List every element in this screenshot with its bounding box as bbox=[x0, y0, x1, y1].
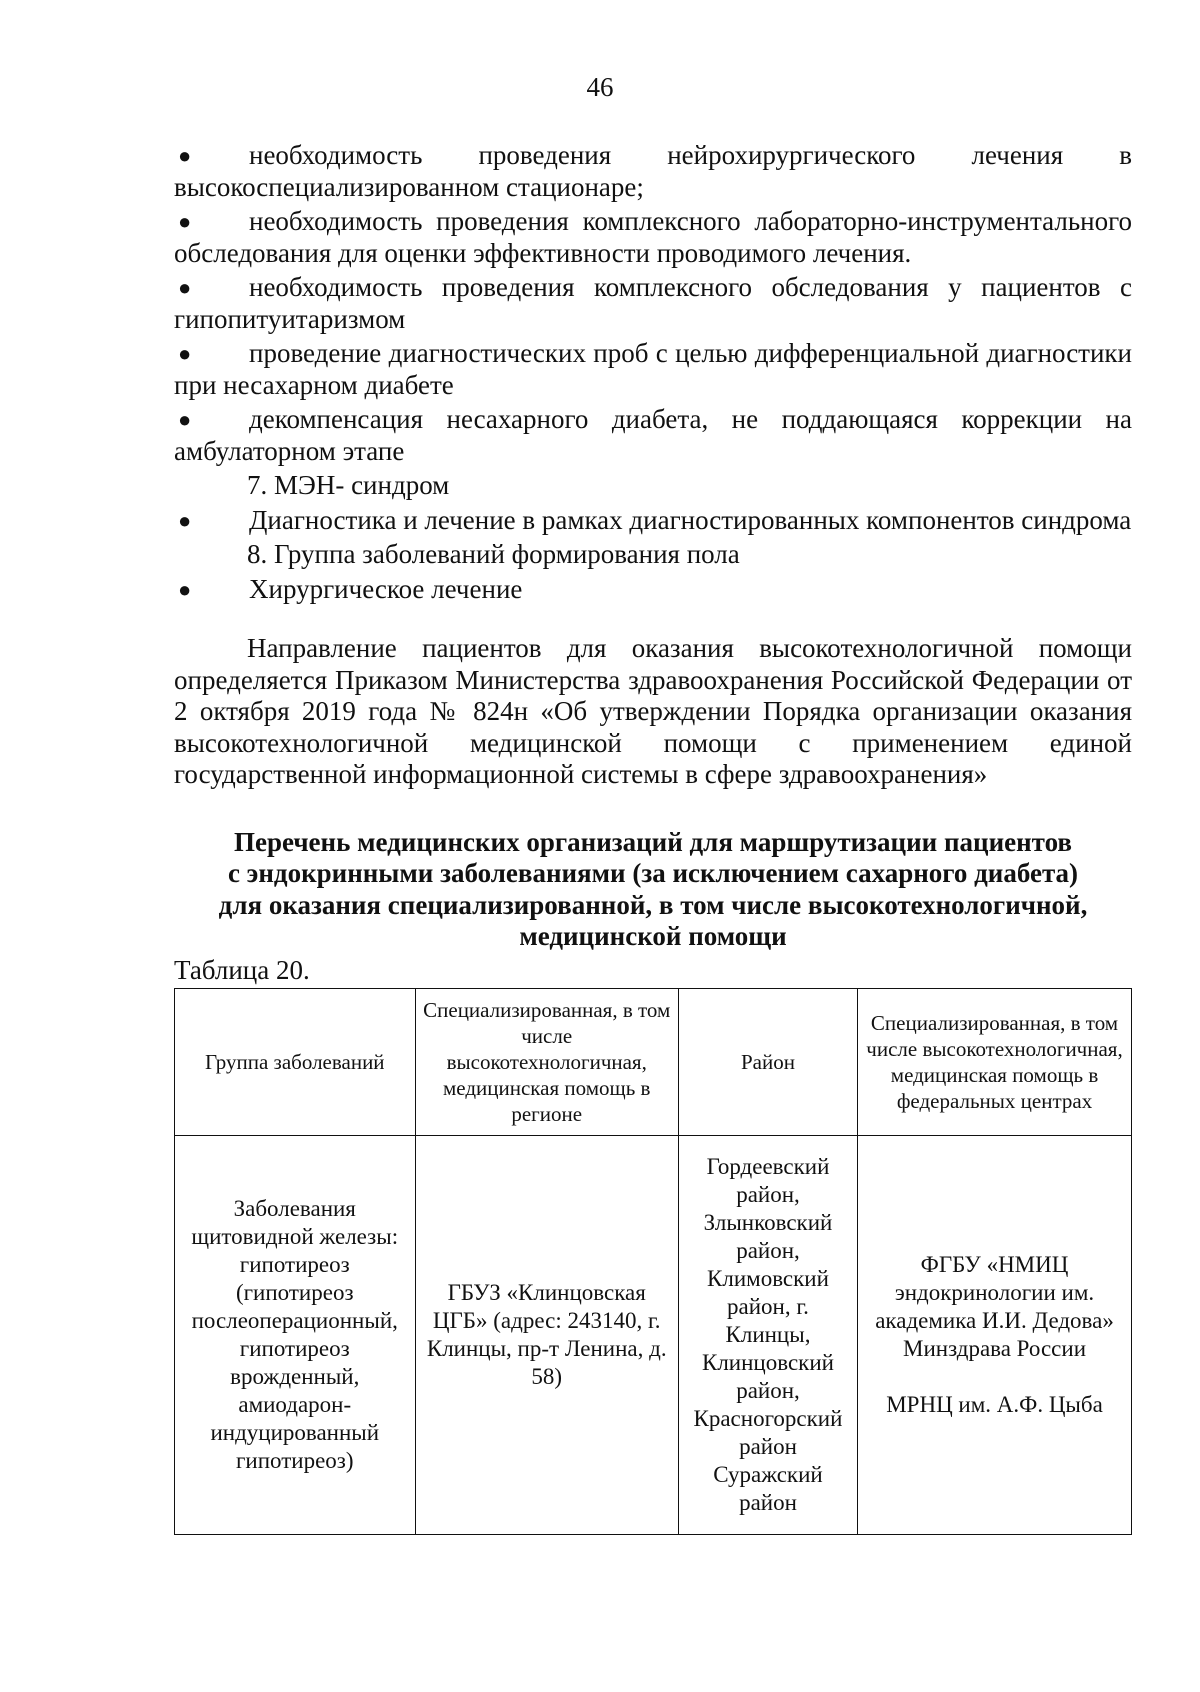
section-8-title: 8. Группа заболеваний формирования пола bbox=[247, 539, 740, 569]
list-item: ● необходимость проведения комплексного лабораторно-инструментального обследования для оценки эффективности проводимого лечения. bbox=[174, 206, 1132, 268]
list-item: ● проведение диагностических проб с целью дифференциальной диагностики при несахарном диабете bbox=[174, 338, 1132, 400]
table-row bbox=[175, 1136, 1132, 1535]
header-region: Специализированная, в том числе высокотехнологичная, медицинская помощь в регионе bbox=[415, 989, 678, 1136]
list-item: ● необходимость проведения комплексного обследования у пациентов с гипопитуитаризмом bbox=[174, 272, 1132, 334]
cell-districts: Гордеевский район, Злынковский район, Климовский район, г. Клинцы, Клинцовский район, Красногорский район Суражский район bbox=[678, 1136, 857, 1535]
document-body bbox=[174, 140, 1132, 1535]
bullet-icon: ● bbox=[178, 275, 192, 300]
table-caption: Таблица 20. bbox=[174, 954, 310, 985]
heading-line: Перечень медицинских организаций для маршрутизации пациентов bbox=[234, 826, 1072, 857]
header-district: Район bbox=[678, 989, 857, 1136]
list-item: ● необходимость проведения нейрохирургического лечения в высокоспециализированном стационаре; bbox=[174, 140, 1132, 202]
heading-line: с эндокринными заболеваниями (за исключением сахарного диабета) bbox=[227, 858, 1079, 888]
page-number: 46 bbox=[586, 72, 614, 102]
section-7-title: 7. МЭН- синдром bbox=[247, 470, 450, 500]
bullet-icon: ● bbox=[178, 341, 192, 366]
bullet-icon: ● bbox=[178, 143, 192, 168]
referral-paragraph: Направление пациентов для оказания высокотехнологичной помощи определяется Приказом Министерства здравоохранения Российской Федерации от 2 октября 2019 года № 824н «Об утверждении Порядка организации оказания высокотехнологичной медицинской помощи с применением единой государственной информационной системы в сфере здравоохранения» bbox=[174, 633, 1132, 789]
list-item: ● Хирургическое лечение bbox=[178, 573, 523, 604]
table-heading bbox=[174, 827, 1132, 953]
cell-region-org: ГБУЗ «Клинцовская ЦГБ» (адрес: 243140, г. Клинцы, пр-т Ленина, д. 58) bbox=[415, 1136, 678, 1535]
bullet-icon: ● bbox=[178, 576, 192, 602]
heading-line: медицинской помощи bbox=[519, 921, 787, 951]
federal-center: ФГБУ «НМИЦ эндокринологии им. академика И.И. Дедова» Минздрава России bbox=[875, 1252, 1114, 1361]
routing-table bbox=[174, 988, 1132, 1535]
list-item: ● Диагностика и лечение в рамках диагностированных компонентов синдрома bbox=[178, 504, 1132, 535]
heading-line: для оказания специализированной, в том числе высокотехнологичной, bbox=[218, 889, 1088, 920]
bullet-icon: ● bbox=[178, 507, 192, 533]
cell-federal-centers bbox=[858, 1136, 1132, 1535]
bullet-icon: ● bbox=[178, 407, 192, 432]
header-group: Группа заболеваний bbox=[175, 989, 416, 1136]
bullet-icon: ● bbox=[178, 209, 192, 234]
federal-center: МРНЦ им. А.Ф. Цыба bbox=[886, 1392, 1103, 1417]
list-item: ● декомпенсация несахарного диабета, не поддающаяся коррекции на амбулаторном этапе bbox=[174, 404, 1132, 466]
header-federal: Специализированная, в том числе высокотехнологичная, медицинская помощь в федеральных центрах bbox=[858, 989, 1132, 1136]
table-header-row bbox=[175, 989, 1132, 1136]
cell-group: Заболевания щитовидной железы: гипотиреоз (гипотиреоз послеоперационный, гипотиреоз врожденный, амиодарон-индуцированный гипотиреоз) bbox=[175, 1136, 416, 1535]
